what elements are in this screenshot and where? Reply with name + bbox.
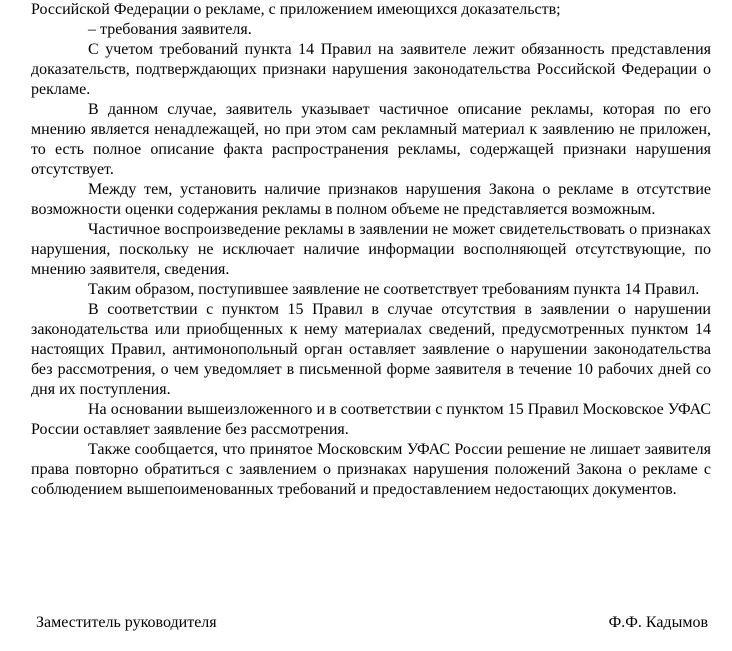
- paragraph-nonconformity: Таким образом, поступившее заявление не соответствует требованиям пункта 14 Правил.: [88, 281, 700, 298]
- paragraph-partial-reproduction: Частичное воспроизведение рекламы в заявлении не может свидетельствовать о признаках нарушения, поскольку не исключает наличие информации восполняющей отсутствующие, по мнению заявителя, сведения.: [31, 221, 711, 278]
- paragraph-impossibility: Между тем, установить наличие признаков нарушения Закона о рекламе в отсутствие возможности оценки содержания рекламы в полном объеме не представляется возможным.: [31, 181, 711, 218]
- paragraph-requirement-item: – требования заявителя.: [88, 21, 252, 38]
- paragraph-obligation: С учетом требований пункта 14 Правил на заявителе лежит обязанность представления доказательств, подтверждающих признаки нарушения законодательства Российской Федерации о рекламе.: [31, 41, 711, 98]
- signature-block: [36, 613, 708, 633]
- document-body: [31, 0, 711, 500]
- paragraph-partial-description: В данном случае, заявитель указывает частичное описание рекламы, которая по его мнению является ненадлежащей, но при этом сам рекламный материал к заявлению не приложен, то есть полное описание факта распространения рекламы, содержащей признаки нарушения отсутствует.: [31, 101, 711, 178]
- paragraph-continuation: Российской Федерации о рекламе, с приложением имеющихся доказательств;: [31, 1, 561, 18]
- paragraph-right-to-reapply: Также сообщается, что принятое Московским УФАС России решение не лишает заявителя права повторно обратиться с заявлением о признаках нарушения положений Закона о рекламе с соблюдением вышепоименованных требований и предоставлением недостающих документов.: [31, 441, 711, 498]
- signatory-name: Ф.Ф. Кадымов: [608, 614, 708, 631]
- paragraph-decision: На основании вышеизложенного и в соответствии с пунктом 15 Правил Московское УФАС России оставляет заявление без рассмотрения.: [31, 401, 711, 438]
- signatory-position: Заместитель руководителя: [36, 614, 217, 631]
- paragraph-rule-15: В соответствии с пунктом 15 Правил в случае отсутствия в заявлении о нарушении законодательства или приобщенных к нему материалах сведений, предусмотренных пунктом 14 настоящих Правил, антимонопольный орган оставляет заявление о нарушении законодательства без рассмотрения, о чем уведомляет в письменной форме заявителя в течение 10 рабочих дней со дня их поступления.: [31, 301, 711, 398]
